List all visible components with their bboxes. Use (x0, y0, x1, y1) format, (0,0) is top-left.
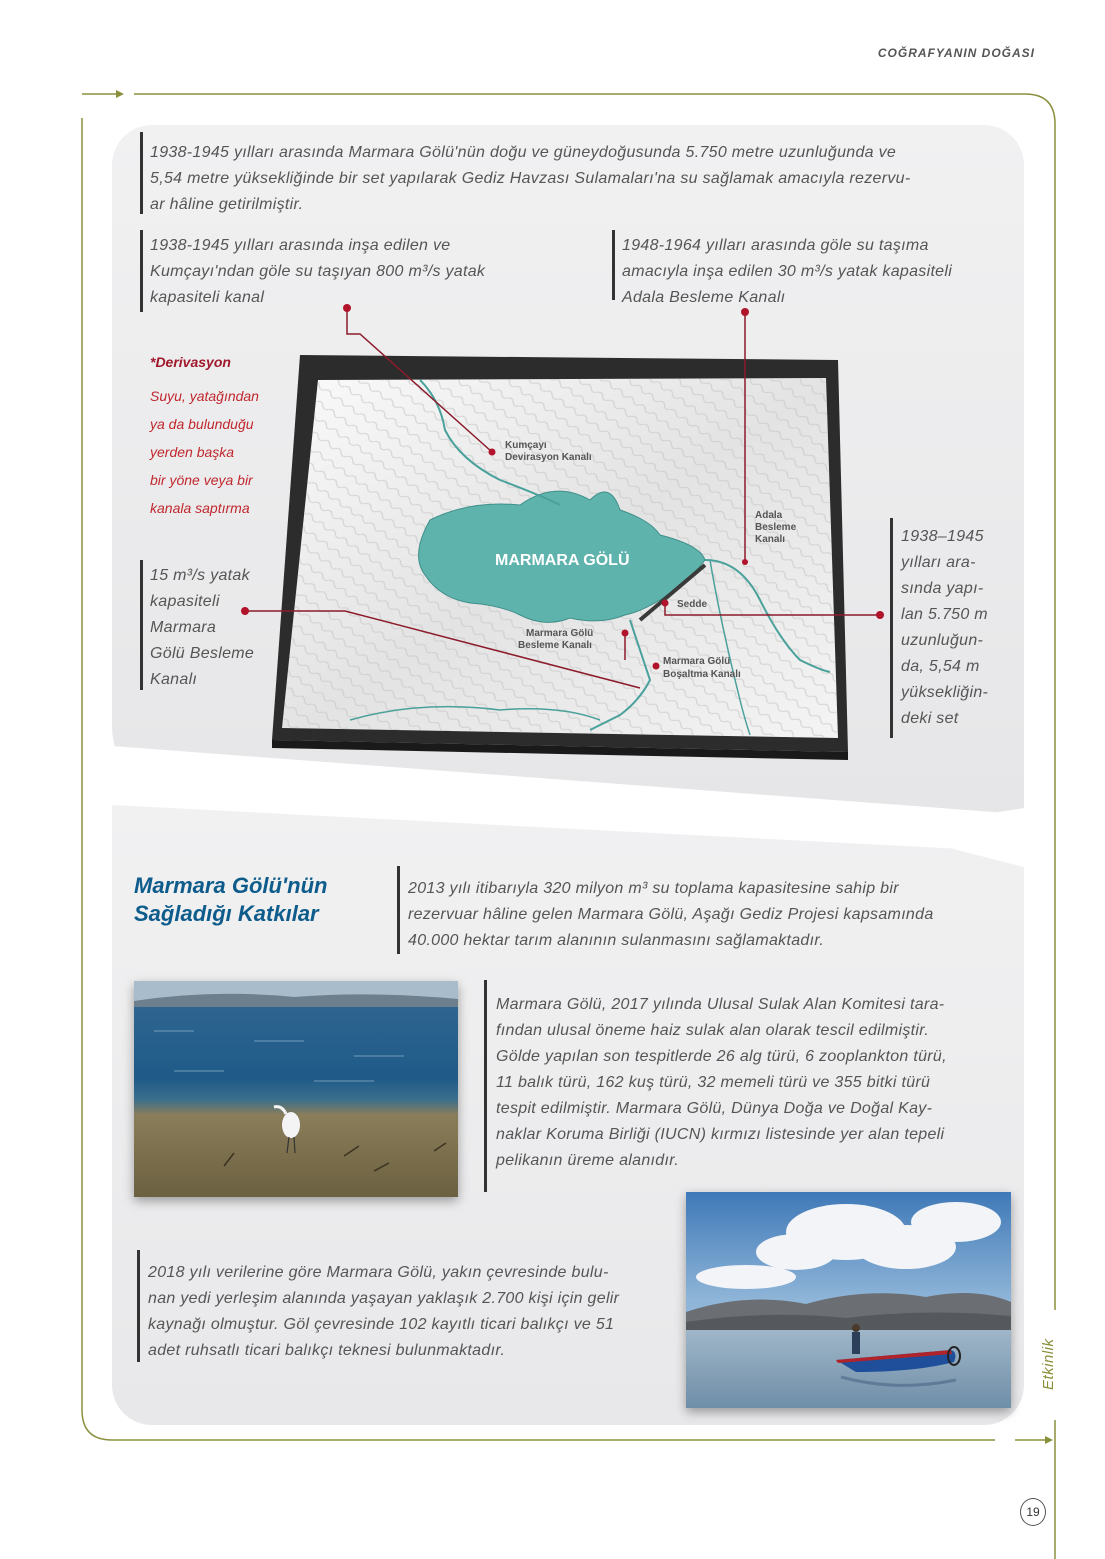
kumcayi-note: 1938-1945 yılları arasında inşa edilen ve Kumçayı'ndan göle su taşıyan 800 m³/s yatak kapasiteli kanal (150, 237, 486, 306)
bosaltma-label-1: Marmara Gölü (663, 656, 731, 667)
besleme-note: 15 m³/s yatak kapasiteli Marmara Gölü Besleme Kanalı (150, 567, 255, 688)
adala-label-3: Kanalı (755, 534, 786, 545)
adala-label-1: Adala (755, 510, 783, 521)
set-note: 1938–1945 yılları ara- sında yapı- lan 5.750 m uzunluğun- da, 5,54 m yüksekliğin- deki set (901, 528, 989, 727)
quote-bar (484, 980, 487, 1192)
section-title: Marmara Gölü'nün Sağladığı Katkılar (134, 873, 328, 926)
derivasyon-definition: Suyu, yatağından ya da bulunduğu yerden başka bir yöne veya bir kanala saptırma (150, 388, 259, 516)
adala-label-2: Besleme (755, 522, 797, 533)
livelihood-paragraph: 2018 yılı verilerine göre Marmara Gölü, yakın çevresinde bulu- nan yedi yerleşim alanında yaşayan yaklaşık 2.700 kişi için gelir kaynağı olmuştur. Göl çevresinde 102 kayıtlı ticari balıkçı ve 51 adet ruhsatlı ticari balıkçı teknesi bulunmaktadır. (148, 1264, 620, 1359)
quote-bar (397, 866, 400, 954)
adala-note: 1948-1964 yılları arasında göle su taşıma amacıyla inşa edilen 30 m³/s yatak kapasiteli Adala Besleme Kanalı (622, 237, 953, 306)
kumcayi-label-2: Devirasyon Kanalı (505, 452, 592, 463)
heron-photo (134, 981, 458, 1197)
sedde-label: Sedde (677, 599, 708, 610)
bosaltma-label-2: Boşaltma Kanalı (663, 669, 741, 680)
capacity-paragraph: 2013 yılı itibarıyla 320 milyon m³ su toplama kapasitesine sahip bir rezervuar hâline gelen Marmara Gölü, Aşağı Gediz Projesi kapsamında 40.000 hektar tarım alanının sulanmasını sağlamaktadır. (408, 880, 934, 949)
quote-bar (137, 1250, 140, 1362)
derivasyon-title: *Derivasyon (150, 354, 231, 370)
page-number: 19 (1020, 1498, 1046, 1526)
besleme-label-1: Marmara Gölü (526, 628, 594, 639)
running-header: COĞRAFYANIN DOĞASI (877, 46, 1035, 60)
wetland-paragraph: Marmara Gölü, 2017 yılında Ulusal Sulak Alan Komitesi tara- fından ulusal öneme haiz sulak alan olarak tescil edilmiştir. Gölde yapılan son tespitlerde 26 alg türü, 6 zooplankton türü, 11 balık türü, 162 kuş türü, 32 memeli türü ve 355 bitki türü tespit edilmiştir. Marmara Gölü, Dünya Doğa ve Doğal Kay- naklar Koruma Birliği (IUCN) kırmızı listesinde yer alan tepeli pelikanın üreme alanıdır. (496, 996, 947, 1169)
lake-label: MARMARA GÖLÜ (495, 552, 630, 569)
besleme-label-2: Besleme Kanalı (518, 640, 592, 651)
fishing-boat-photo (686, 1192, 1011, 1408)
side-tab-label: Etkinlik (1040, 1338, 1057, 1390)
kumcayi-label-1: Kumçayı (505, 440, 547, 451)
intro-paragraph: 1938-1945 yılları arasında Marmara Gölü'nün doğu ve güneydoğusunda 5.750 metre uzunluğunda ve 5,54 metre yüksekliğinde bir set yapılarak Gediz Havzası Sulamaları'na su sağlamak amacıyla rezervu- ar hâline getirilmiştir. (150, 144, 911, 213)
